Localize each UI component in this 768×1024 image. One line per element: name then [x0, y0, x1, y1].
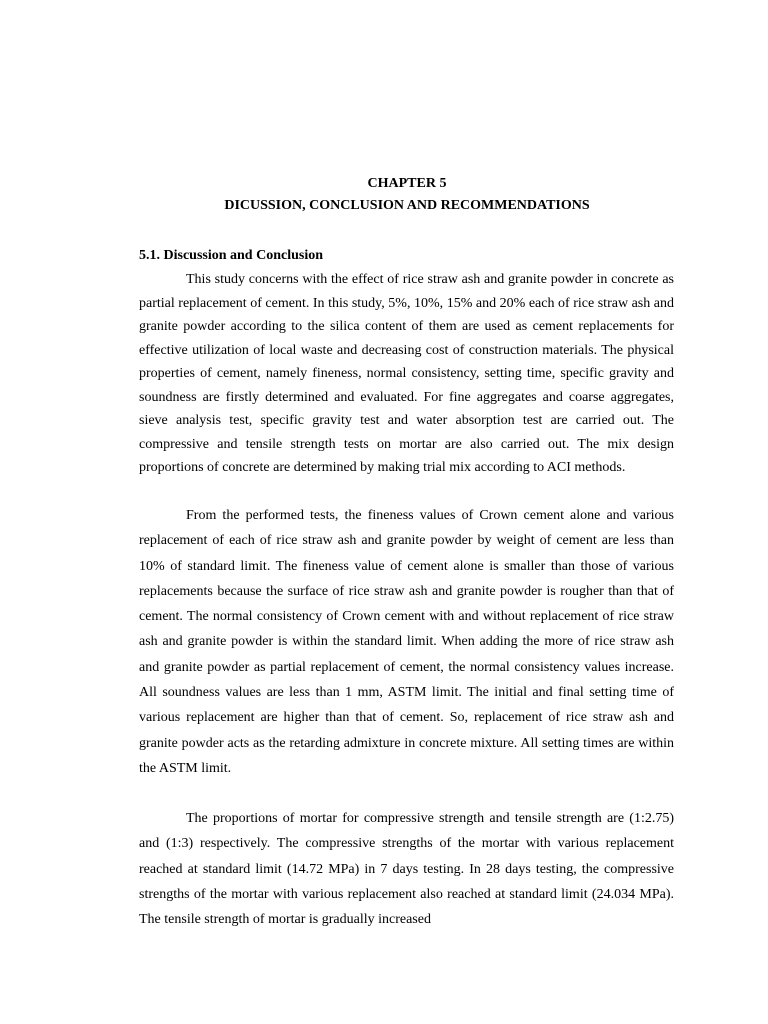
paragraph: This study concerns with the effect of rice straw ash and granite powder in concrete as partial replacement of cement. In this study, 5%, 10%, 15% and 20% each of rice straw ash and granite powder according to the silica content of them are used as cement replacements for effective utilization of local waste and decreasing cost of construction materials. The physical properties of cement, namely fineness, normal consistency, setting time, specific gravity and soundness are firstly determined and evaluated. For fine aggregates and coarse aggregates, sieve analysis test, specific gravity test and water absorption test are carried out. The compressive and tensile strength tests on mortar are also carried out. The mix design proportions of concrete are determined by making trial mix according to ACI methods.	[139, 272, 674, 475]
paragraph: The proportions of mortar for compressive strength and tensile strength are (1:2.75) and (1:3) respectively. The compressive strengths of the mortar with various replacement reached at standard limit (14.72 MPa) in 7 days testing. In 28 days testing, the compressive strengths of the mortar with various replacement also reached at standard limit (24.034 MPa). The tensile strength of mortar is gradually increased	[139, 811, 674, 928]
chapter-title: DICUSSION, CONCLUSION AND RECOMMENDATIONS	[224, 198, 590, 213]
chapter-number: CHAPTER 5	[367, 176, 447, 191]
paragraph: From the performed tests, the fineness values of Crown cement alone and various replacement of each of rice straw ash and granite powder by weight of cement are less than 10% of standard limit. The fineness value of cement alone is smaller than those of various replacements because the surface of rice straw ash and granite powder is rougher than that of cement. The normal consistency of Crown cement with and without replacement of rice straw ash and granite powder is within the standard limit. When adding the more of rice straw ash and granite powder as partial replacement of cement, the normal consistency values increase. All soundness values are less than 1 mm, ASTM limit. The initial and final setting time of various replacement are higher than that of cement. So, replacement of rice straw ash and granite powder acts as the retarding admixture in concrete mixture. All setting times are within the ASTM limit.	[139, 508, 674, 776]
section-heading: 5.1. Discussion and Conclusion	[139, 248, 324, 263]
